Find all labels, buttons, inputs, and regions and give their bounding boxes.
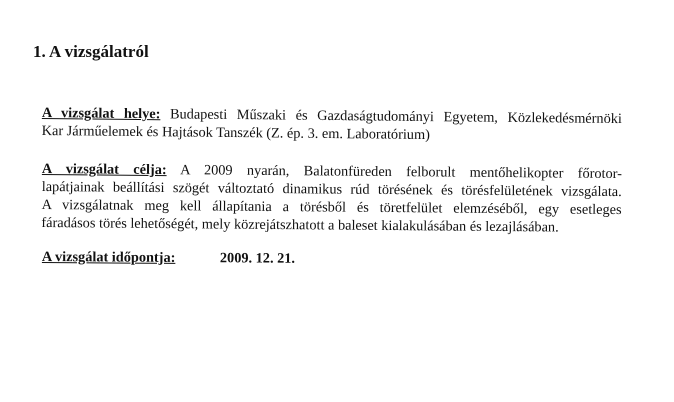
location-paragraph — [42, 104, 622, 146]
purpose-line-2: lapátjainak beállítási szögét változtató dinamikus rúd törésének és törésfelületének vizsgálata. — [41, 178, 622, 201]
section-heading: 1. A vizsgálatról — [33, 42, 149, 61]
date-label: A vizsgálat időpontja: — [41, 248, 176, 266]
purpose-line-3: A vizsgálatnak meg kell állapítania a törésből és töretfelület elemzéséből, egy esetleges — [41, 196, 622, 219]
purpose-line-4: fáradásos törés lehetőségét, mely közrejátszhatott a baleset kialakulásában és lezajlásában. — [41, 214, 559, 236]
location-text-1: Budapesti Műszaki és Gazdaságtudományi Egyetem, Közlekedésmérnöki — [160, 106, 622, 128]
date-value: 2009. 12. 21. — [219, 250, 296, 267]
location-line-2: Kar Járműelemek és Hajtások Tanszék (Z. ép. 3. em. Laboratórium) — [41, 122, 430, 144]
location-label: A vizsgálat helye: — [41, 104, 161, 123]
purpose-paragraph — [41, 160, 622, 237]
purpose-text-1: A 2009 nyarán, Balatonfüreden felborult mentőhelikopter főrotor- — [166, 162, 622, 183]
purpose-label: A vizsgálat célja: — [41, 160, 167, 179]
date-row — [41, 248, 296, 267]
